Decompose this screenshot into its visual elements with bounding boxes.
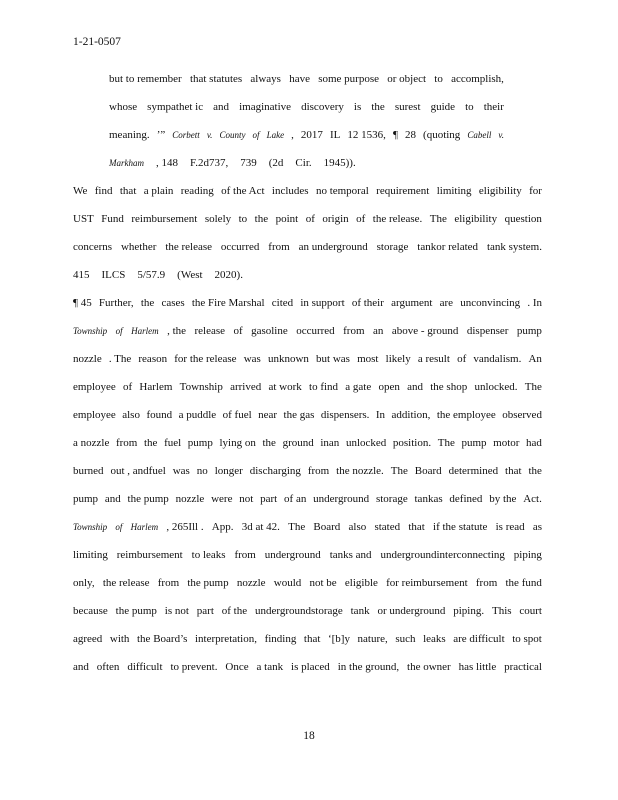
word: eligibility [478, 185, 522, 197]
text-line [73, 457, 542, 485]
word: point [275, 213, 299, 225]
word: also [348, 521, 367, 533]
word: UST [73, 213, 94, 225]
paragraph-conclusion [73, 177, 542, 289]
word: pump [516, 325, 542, 337]
word: some purpose [318, 73, 379, 85]
word: 739 [240, 157, 257, 169]
word: longer [214, 465, 243, 477]
word: to [465, 101, 474, 113]
text-line [109, 93, 504, 121]
word: have [289, 73, 310, 85]
word: question [504, 213, 542, 225]
word: . The [108, 353, 132, 365]
word: The [288, 521, 306, 533]
word: to [238, 213, 248, 225]
word: part [260, 493, 278, 505]
word: meaning. [109, 129, 150, 141]
word: observed [502, 409, 542, 421]
word: origin [322, 213, 349, 225]
word: as [532, 521, 542, 533]
word: no [196, 465, 208, 477]
word: the pump [127, 493, 169, 505]
word: only, [73, 577, 95, 589]
word: a plain [143, 185, 174, 197]
case-number: 1-21-0507 [73, 36, 121, 48]
word: tankor related [417, 241, 479, 253]
word: unlocked [345, 437, 387, 449]
word: that [119, 185, 137, 197]
word: a gate [345, 381, 372, 393]
word: nature, [357, 633, 388, 645]
text-line [73, 317, 542, 345]
word: arrived [230, 381, 262, 393]
word: most [357, 353, 379, 365]
word: also [122, 409, 140, 421]
word: App. [211, 521, 234, 533]
word: the pump [115, 605, 157, 617]
word: discharging [249, 465, 301, 477]
word: undergroundstorage [254, 605, 343, 617]
word: cited [271, 297, 294, 309]
word: to [434, 73, 443, 85]
word: of [115, 522, 123, 532]
word: Cir. [295, 157, 312, 169]
word: storage [376, 241, 409, 253]
word: the Fire Marshal [191, 297, 265, 309]
word: occurred [220, 241, 260, 253]
text-line [73, 233, 542, 261]
word: of [457, 353, 467, 365]
word: ¶ 45 [73, 297, 92, 309]
word: defined [449, 493, 483, 505]
word: for reimbursement [386, 577, 468, 589]
word: pump [461, 437, 487, 449]
word: Once [225, 661, 249, 673]
word: storage [375, 493, 408, 505]
word: In [375, 409, 386, 421]
word: v. [498, 130, 504, 140]
word: nozzle [175, 493, 205, 505]
word: The [429, 213, 447, 225]
word: Lake [266, 130, 285, 140]
word: by the [489, 493, 517, 505]
word: but was [316, 353, 350, 365]
word: argument [391, 297, 433, 309]
word: , 148 [156, 157, 178, 169]
paragraph-45 [73, 289, 542, 681]
word: 2017 [300, 129, 323, 141]
word: lying on [219, 437, 256, 449]
word: (West [177, 269, 203, 281]
text-line [73, 205, 542, 233]
word: stated [374, 521, 401, 533]
word: employee [73, 409, 116, 421]
word: were [211, 493, 233, 505]
word: such [395, 633, 416, 645]
word: to prevent. [170, 661, 218, 673]
word: above - ground [391, 325, 459, 337]
word: eligibility [454, 213, 498, 225]
word: was [172, 465, 190, 477]
word: IL [329, 129, 341, 141]
word: the owner [407, 661, 451, 673]
word: limiting [436, 185, 472, 197]
word: requirement [376, 185, 430, 197]
word: discovery [301, 101, 344, 113]
word: a puddle [178, 409, 217, 421]
word: practical [504, 661, 542, 673]
word: reading [180, 185, 214, 197]
text-line [73, 261, 542, 289]
word: , [291, 129, 294, 141]
word: 3d at 42. [241, 521, 280, 533]
word: in support [300, 297, 345, 309]
word: accomplish, [451, 73, 504, 85]
text-line [73, 597, 542, 625]
text-line [73, 485, 542, 513]
word: ¶ [392, 129, 398, 141]
word: underground [264, 549, 321, 561]
word: eligible [344, 577, 378, 589]
word: Harlem [131, 326, 159, 336]
word: of [233, 325, 243, 337]
word: from [157, 577, 180, 589]
word: 2020). [214, 269, 243, 281]
word: nozzle [236, 577, 266, 589]
word: 415 [73, 269, 90, 281]
word: , 265Ill . [166, 521, 204, 533]
word: pump [73, 493, 99, 505]
text-line [109, 121, 504, 149]
word: Township [179, 381, 223, 393]
word: is placed [291, 661, 330, 673]
word: that statutes [189, 73, 243, 85]
word: solely [204, 213, 232, 225]
word: of their [351, 297, 384, 309]
word: tank [350, 605, 370, 617]
word: guide [430, 101, 456, 113]
word: Fund [101, 213, 124, 225]
word: position. [392, 437, 432, 449]
word: and [213, 101, 230, 113]
text-line [73, 653, 542, 681]
word: 12 1536, [347, 129, 386, 141]
word: The [524, 381, 542, 393]
word: had [526, 437, 542, 449]
word: and [104, 493, 121, 505]
word: no temporal [315, 185, 369, 197]
word: of an [284, 493, 307, 505]
word: whose [109, 101, 138, 113]
word: Markham [109, 158, 144, 168]
word: of [123, 381, 133, 393]
word: an [372, 325, 384, 337]
text-line [73, 345, 542, 373]
word: fuel [164, 437, 182, 449]
text-line [73, 373, 542, 401]
word: the [371, 101, 385, 113]
word: the shop [430, 381, 468, 393]
word: a result [417, 353, 450, 365]
word: Board [414, 465, 442, 477]
word: or underground [377, 605, 446, 617]
word: of [115, 326, 123, 336]
word: 28 [404, 129, 416, 141]
text-line [73, 429, 542, 457]
word: of the [221, 605, 248, 617]
word: Act. [523, 493, 542, 505]
word: that [408, 521, 425, 533]
word: 5/57.9 [137, 269, 166, 281]
word: (quoting [423, 129, 461, 141]
word: County [219, 130, 246, 140]
word: v. [206, 130, 213, 140]
word: are difficult [453, 633, 505, 645]
word: underground [313, 493, 370, 505]
word: of [305, 213, 315, 225]
word: ’” [156, 129, 166, 141]
word: . In [527, 297, 542, 309]
text-line [109, 65, 504, 93]
word: a tank [256, 661, 284, 673]
word: was [243, 353, 261, 365]
word: the release. [372, 213, 423, 225]
word: the [143, 437, 158, 449]
word: Township [73, 522, 108, 532]
word: leaks [423, 633, 446, 645]
word: to spot [512, 633, 542, 645]
word: reimbursement [116, 549, 183, 561]
word: the [528, 465, 542, 477]
word: from [115, 437, 138, 449]
word: vandalism. [473, 353, 522, 365]
word: whether [120, 241, 157, 253]
word: or object [387, 73, 427, 85]
word: piping. [453, 605, 485, 617]
word: of the Act [221, 185, 265, 197]
word: includes [271, 185, 309, 197]
word: dispensers. [320, 409, 370, 421]
word: unknown [267, 353, 309, 365]
word: Further, [98, 297, 134, 309]
word: their [483, 101, 504, 113]
word: F.2d737, [190, 157, 229, 169]
word: an underground [298, 241, 368, 253]
word: near [258, 409, 278, 421]
word: release [194, 325, 225, 337]
word: gasoline [251, 325, 288, 337]
word: Corbett [172, 130, 200, 140]
text-line [73, 541, 542, 569]
word: Harlem [139, 381, 173, 393]
word: difficult [127, 661, 163, 673]
page-number: 18 [303, 730, 315, 742]
word: We [73, 185, 88, 197]
word: occurred [296, 325, 335, 337]
word: tankas [414, 493, 443, 505]
word: Harlem [130, 522, 159, 532]
word: but to remember [109, 73, 182, 85]
word: from [268, 241, 290, 253]
text-line [109, 149, 504, 177]
word: because [73, 605, 108, 617]
text-line [73, 177, 542, 205]
word: the employee [436, 409, 496, 421]
word: is not [164, 605, 189, 617]
text-line [73, 513, 542, 541]
word: sympathet ic [147, 101, 204, 113]
word: part [196, 605, 214, 617]
word: if the statute [433, 521, 488, 533]
word: found [146, 409, 173, 421]
word: burned [73, 465, 104, 477]
word: would [273, 577, 302, 589]
word: a nozzle [73, 437, 110, 449]
word: agreed [73, 633, 103, 645]
word: The [437, 437, 455, 449]
word: addition, [391, 409, 431, 421]
text-line [73, 289, 542, 317]
word: cases [161, 297, 185, 309]
word: for [529, 185, 542, 197]
word: out , andfuel [110, 465, 166, 477]
word: imaginative [239, 101, 292, 113]
word: interpretation, [194, 633, 257, 645]
word: motor [493, 437, 520, 449]
word: An [528, 353, 542, 365]
word: Board [313, 521, 341, 533]
word: ‘[b]y [327, 633, 350, 645]
word: unconvincing [460, 297, 521, 309]
word: court [519, 605, 542, 617]
word: from [234, 549, 256, 561]
word: the [140, 297, 155, 309]
word: often [96, 661, 120, 673]
word: not be [309, 577, 337, 589]
word: nozzle [73, 353, 102, 365]
word: in the ground, [337, 661, 400, 673]
word: (2d [268, 157, 284, 169]
word: the release [102, 577, 150, 589]
word: 1945)). [323, 157, 356, 169]
word: employee [73, 381, 116, 393]
block-quote [109, 65, 504, 177]
word: is read [495, 521, 525, 533]
word: This [491, 605, 512, 617]
word: concerns [73, 241, 113, 253]
word: for the release [174, 353, 237, 365]
word: always [250, 73, 281, 85]
word: the release [165, 241, 213, 253]
word: the [262, 437, 276, 449]
word: tank system. [486, 241, 542, 253]
word: tanks and [329, 549, 372, 561]
word: and [407, 381, 423, 393]
word: determined [448, 465, 499, 477]
word: and [73, 661, 89, 673]
word: find [94, 185, 113, 197]
word: to leaks [191, 549, 226, 561]
word: undergroundinterconnecting [380, 549, 505, 561]
word: the Board’s [137, 633, 188, 645]
word: of fuel [222, 409, 252, 421]
word: pump [187, 437, 213, 449]
word: at work [268, 381, 302, 393]
word: the nozzle. [336, 465, 384, 477]
word: limiting [73, 549, 108, 561]
word: from [475, 577, 498, 589]
word: unlocked. [474, 381, 518, 393]
word: ILCS [101, 269, 126, 281]
word: reason [138, 353, 168, 365]
word: of [356, 213, 366, 225]
word: The [390, 465, 408, 477]
word: from [307, 465, 330, 477]
word: inan [320, 437, 340, 449]
word: that [303, 633, 321, 645]
text-line [73, 625, 542, 653]
word: has little [458, 661, 497, 673]
text-line [73, 569, 542, 597]
word: of [252, 130, 260, 140]
word: Cabell [467, 130, 492, 140]
word: reimbursement [131, 213, 198, 225]
word: from [343, 325, 365, 337]
word: not [239, 493, 254, 505]
word: Township [73, 326, 108, 336]
word: the [254, 213, 269, 225]
word: that [505, 465, 522, 477]
word: open [378, 381, 400, 393]
word: , the [167, 325, 187, 337]
word: the fund [505, 577, 542, 589]
word: to find [309, 381, 339, 393]
word: the gas [283, 409, 315, 421]
word: the pump [187, 577, 229, 589]
word: finding [264, 633, 297, 645]
text-line [73, 401, 542, 429]
word: likely [385, 353, 411, 365]
word: with [109, 633, 130, 645]
word: is [353, 101, 362, 113]
word: ground [282, 437, 314, 449]
word: dispenser [466, 325, 509, 337]
word: surest [394, 101, 421, 113]
word: piping [513, 549, 542, 561]
word: are [439, 297, 454, 309]
